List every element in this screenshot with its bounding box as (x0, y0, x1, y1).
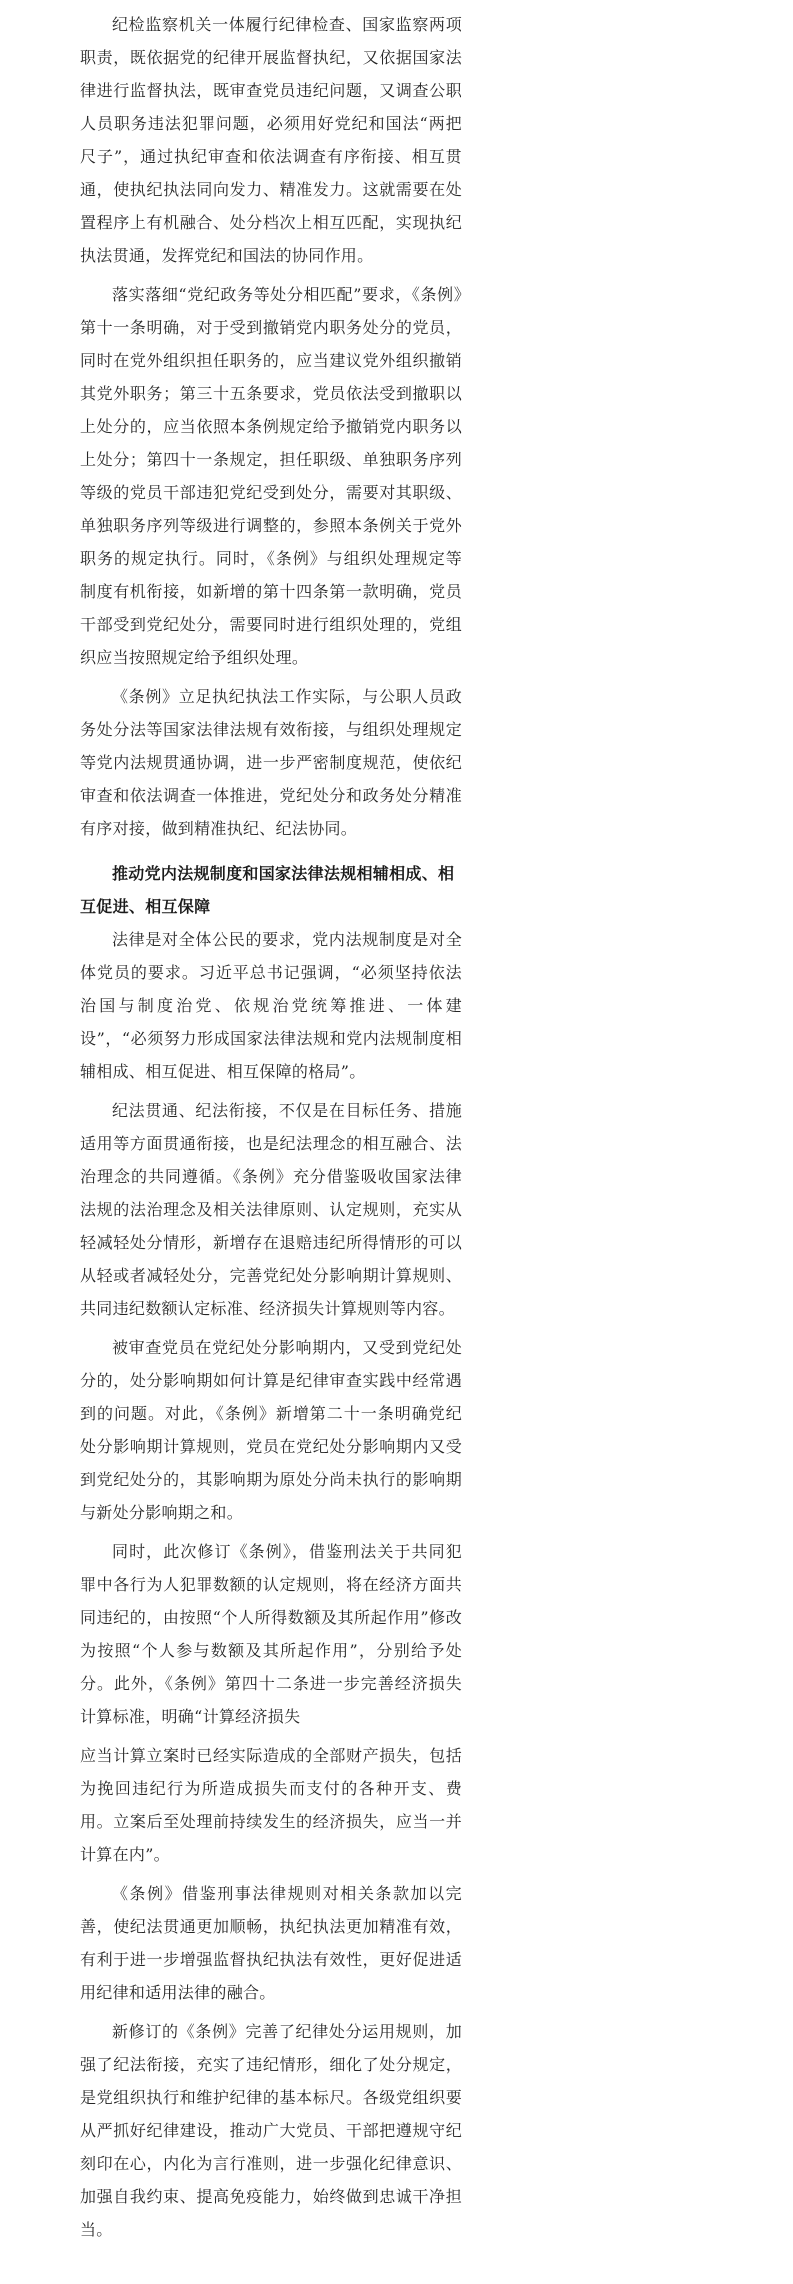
paragraph-2: 落实落细“党纪政务等处分相匹配”要求，《条例》第十一条明确，对于受到撤销党内职务处分的党员，同时在党外组织担任职务的，应当建议党外组织撤销其党外职务；第三十五条要求，党员依法受到撤职以上处分的，应当依照本条例规定给予撤销党内职务以上处分；第四十一条规定，担任职级、单独职务序列等级的党员干部违犯党纪受到处分，需要对其职级、单独职务序列等级进行调整的，参照本条例关于党外职务的规定执行。同时，《条例》与组织处理规定等制度有机衔接，如新增的第十四条第一款明确，党员干部受到党纪处分，需要同时进行组织处理的，党组织应当按照规定给予组织处理。 (80, 285, 462, 667)
paragraph-7: 同时，此次修订《条例》，借鉴刑法关于共同犯罪中各行为人犯罪数额的认定规则，将在经济方面共同违纪的，由按照“个人所得数额及其所起作用”修改为按照“个人参与数额及其所起作用”，分别给予处分。此外，《条例》第四十二条进一步完善经济损失计算标准，明确“计算经济损失 (80, 1542, 462, 1726)
paragraph-9: 新修订的《条例》完善了纪律处分运用规则，加强了纪法衔接，充实了违纪情形，细化了处分规定，是党组织执行和维护纪律的基本标尺。各级党组织要从严抓好纪律建设，推动广大党员、干部把遵规守纪刻印在心，内化为言行准则，进一步强化纪律意识、加强自我约束、提高免疫能力，始终做到忠诚干净担当。 (80, 2022, 462, 2239)
article-body (80, 8, 462, 2246)
paragraph-4: 法律是对全体公民的要求，党内法规制度是对全体党员的要求。习近平总书记强调，“必须坚持依法治国与制度治党、依规治党统筹推进、一体建设”，“必须努力形成国家法律法规和党内法规制度相辅相成、相互促进、相互保障的格局”。 (80, 930, 462, 1081)
paragraph-8: 《条例》借鉴刑事法律规则对相关条款加以完善，使纪法贯通更加顺畅，执纪执法更加精准有效，有利于进一步增强监督执纪执法有效性，更好促进适用纪律和适用法律的融合。 (80, 1884, 462, 2002)
paragraph-3: 《条例》立足执纪执法工作实际，与公职人员政务处分法等国家法律法规有效衔接，与组织处理规定等党内法规贯通协调，进一步严密制度规范，使依纪审查和依法调查一体推进，党纪处分和政务处分精准有序对接，做到精准执纪、纪法协同。 (80, 687, 462, 838)
paragraph-6: 被审查党员在党纪处分影响期内，又受到党纪处分的，处分影响期如何计算是纪律审查实践中经常遇到的问题。对此，《条例》新增第二十一条明确党纪处分影响期计算规则，党员在党纪处分影响期内又受到党纪处分的，其影响期为原处分尚未执行的影响期与新处分影响期之和。 (80, 1338, 462, 1522)
section-heading: 推动党内法规制度和国家法律法规相辅相成、相互促进、相互保障 (80, 864, 455, 916)
paragraph-1: 纪检监察机关一体履行纪律检查、国家监察两项职责，既依据党的纪律开展监督执纪，又依据国家法律进行监督执法，既审查党员违纪问题，又调查公职人员职务违法犯罪问题，必须用好党纪和国法“两把尺子”，通过执纪审查和依法调查有序衔接、相互贯通，使执纪执法同向发力、精准发力。这就需要在处置程序上有机融合、处分档次上相互匹配，实现执纪执法贯通，发挥党纪和国法的协同作用。 (80, 15, 462, 265)
paragraph-7-continued: 应当计算立案时已经实际造成的全部财产损失，包括为挽回违纪行为所造成损失而支付的各种开支、费用。立案后至处理前持续发生的经济损失，应当一并计算在内”。 (80, 1746, 462, 1864)
paragraph-5: 纪法贯通、纪法衔接，不仅是在目标任务、措施适用等方面贯通衔接，也是纪法理念的相互融合、法治理念的共同遵循。《条例》充分借鉴吸收国家法律法规的法治理念及相关法律原则、认定规则，充实从轻减轻处分情形，新增存在退赔违纪所得情形的可以从轻或者减轻处分，完善党纪处分影响期计算规则、共同违纪数额认定标准、经济损失计算规则等内容。 (80, 1101, 462, 1318)
section-gap (80, 845, 462, 857)
